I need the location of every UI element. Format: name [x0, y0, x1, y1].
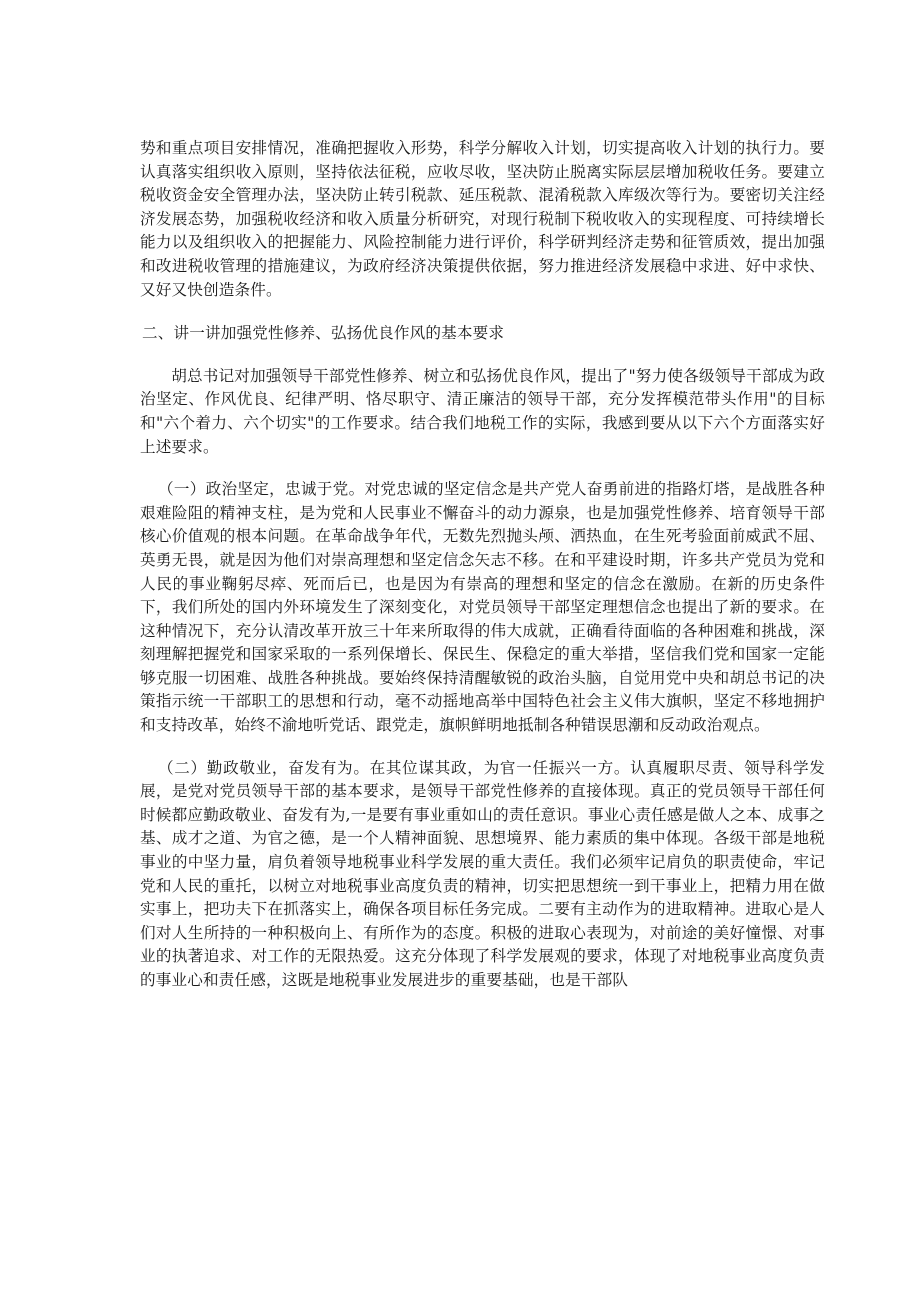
paragraph-requirements-intro: 胡总书记对加强领导干部党性修养、树立和弘扬优良作风，提出了"努力使各级领导干部成为政治坚定、作风优良、纪律严明、恪尽职守、清正廉洁的领导干部，充分发挥模范带头作用"的目标和"六个着力、六个切实"的工作要求。结合我们地税工作的实际，我感到要从以下六个方面落实好上述要求。 [140, 366, 825, 456]
document-body [140, 137, 825, 993]
paragraph-revenue-management: 势和重点项目安排情况，准确把握收入形势，科学分解收入计划，切实提高收入计划的执行力。要认真落实组织收入原则，坚持依法征税，应收尽收，坚决防止脱离实际层层增加税收任务。要建立税收资金安全管理办法，坚决防止转引税款、延压税款、混淆税款入库级次等行为。要密切关注经济发展态势，加强税收经济和收入质量分析研究，对现行税制下税收收入的实现程度、可持续增长能力以及组织收入的把握能力、风险控制能力进行评价，科学研判经济走势和征管质效，提出加强和改进税收管理的措施建议，为政府经济决策提供依据，努力推进经济发展稳中求进、好中求快、又好又快创造条件。 [140, 139, 825, 299]
paragraph-diligence-dedication: （二）勤政敬业，奋发有为。在其位谋其政，为官一任振兴一方。认真履职尽责、领导科学发展，是党对党员领导干部的基本要求，是领导干部党性修养的直接体现。真正的党员领导干部任何时候都应勤政敬业、奋发有为,一是要有事业重如山的责任意识。事业心责任感是做人之本、成事之基、成才之道、为官之德，是一个人精神面貌、思想境界、能力素质的集中体现。各级干部是地税事业的中坚力量，肩负着领导地税事业科学发展的重大责任。我们必须牢记肩负的职责使命，牢记党和人民的重托，以树立对地税事业高度负责的精神，切实把思想统一到干事业上，把精力用在做实事上，把功夫下在抓落实上，确保各项目标任务完成。二要有主动作为的进取精神。进取心是人们对人生所持的一种积极向上、有所作为的态度。积极的进取心表现为，对前途的美好憧憬、对事业的执著追求、对工作的无限热爱。这充分体现了科学发展观的要求，体现了对地税事业高度负责的事业心和责任感，这既是地税事业发展进步的重要基础，也是干部队 [140, 758, 825, 989]
section-heading-party-spirit: 二、讲一讲加强党性修养、弘扬优良作风的基本要求 [142, 324, 505, 343]
paragraph-political-loyalty: （一）政治坚定，忠诚于党。对党忠诚的坚定信念是共产党人奋勇前进的指路灯塔，是战胜各种艰难险阻的精神支柱，是为党和人民事业不懈奋斗的动力源泉，也是加强党性修养、培育领导干部核心价值观的根本问题。在革命战争年代，无数先烈抛头颅、洒热血，在生死考验面前威武不屈、英勇无畏，就是因为他们对崇高理想和坚定信念矢志不移。在和平建设时期，许多共产党员为党和人民的事业鞠躬尽瘁、死而后已，也是因为有崇高的理想和坚定的信念在激励。在新的历史条件下，我们所处的国内外环境发生了深刻变化，对党员领导干部坚定理想信念也提出了新的要求。在这种情况下，充分认清改革开放三十年来所取得的伟大成就，正确看待面临的各种困难和挑战，深刻理解把握党和国家采取的一系列保增长、保民生、保稳定的重大举措，坚信我们党和国家一定能够克服一切困难、战胜各种挑战。要始终保持清醒敏锐的政治头脑，自觉用党中央和胡总书记的决策指示统一干部职工的思想和行动，毫不动摇地高举中国特色社会主义伟大旗帜，坚定不移地拥护和支持改革，始终不渝地听党话、跟党走，旗帜鲜明地抵制各种错误思潮和反动政治观点。 [140, 480, 825, 735]
